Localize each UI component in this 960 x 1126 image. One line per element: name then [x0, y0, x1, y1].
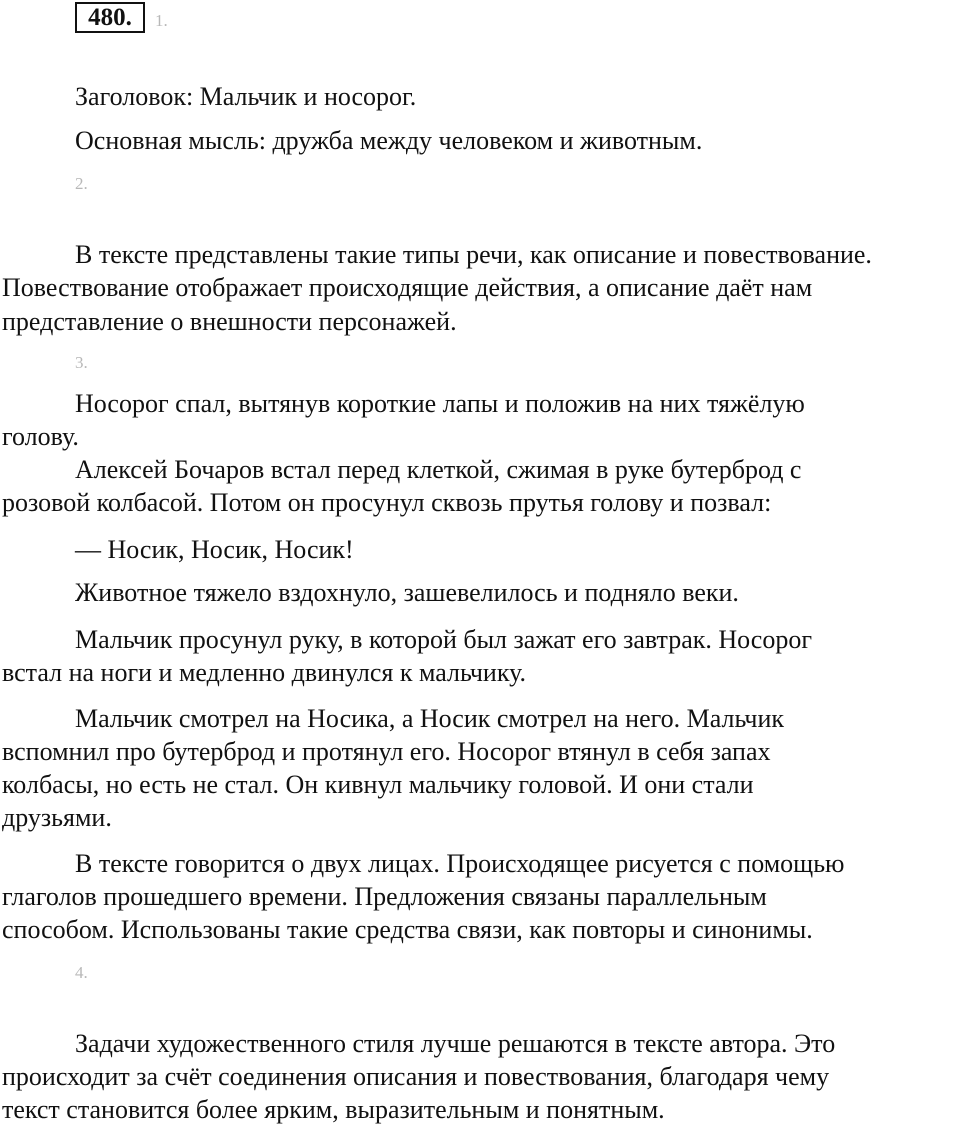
- text-line: Мальчик просунул руку, в которой был зажат его завтрак. Носорог: [75, 625, 813, 654]
- text-line: друзьями.: [2, 803, 112, 832]
- section-marker-3: 3.: [75, 353, 88, 372]
- text-line-title: Заголовок: Мальчик и носорог.: [75, 82, 417, 111]
- text-line-main-idea: Основная мысль: дружба между человеком и животным.: [75, 126, 703, 155]
- text-line: Животное тяжело вздохнуло, зашевелилось и подняло веки.: [75, 578, 739, 607]
- text-line: глаголов прошедшего времени. Предложения связаны параллельным: [2, 882, 767, 911]
- text-line: розовой колбасой. Потом он просунул сквозь прутья голову и позвал:: [2, 488, 772, 517]
- text-line: текст становится более ярким, выразительным и понятным.: [2, 1095, 665, 1124]
- text-line: — Носик, Носик, Носик!: [75, 535, 354, 564]
- exercise-number-box: 480.: [75, 2, 145, 33]
- text-line: происходит за счёт соединения описания и повествования, благодаря чему: [2, 1062, 830, 1091]
- text-line: Носорог спал, вытянув короткие лапы и положив на них тяжёлую: [75, 389, 805, 418]
- text-line: встал на ноги и медленно двинулся к мальчику.: [2, 658, 527, 687]
- text-line: голову.: [2, 422, 79, 451]
- text-line: Мальчик смотрел на Носика, а Носик смотрел на него. Мальчик: [75, 704, 784, 733]
- section-marker-4: 4.: [75, 963, 88, 982]
- text-line: Повествование отображает происходящие действия, а описание даёт нам: [2, 273, 813, 302]
- text-line: В тексте представлены такие типы речи, как описание и повествование.: [75, 240, 872, 269]
- text-line: представление о внешности персонажей.: [2, 307, 457, 336]
- text-line: способом. Использованы такие средства связи, как повторы и синонимы.: [2, 915, 813, 944]
- text-line: Задачи художественного стиля лучше решаются в тексте автора. Это: [75, 1029, 836, 1058]
- section-marker-2: 2.: [75, 174, 88, 193]
- text-line: колбасы, но есть не стал. Он кивнул мальчику головой. И они стали: [2, 770, 754, 799]
- text-line: Алексей Бочаров встал перед клеткой, сжимая в руке бутерброд с: [75, 455, 802, 484]
- text-line: В тексте говорится о двух лицах. Происходящее рисуется с помощью: [75, 849, 845, 878]
- text-line: вспомнил про бутерброд и протянул его. Носорог втянул в себя запах: [2, 737, 771, 766]
- section-marker-1: 1.: [155, 11, 168, 30]
